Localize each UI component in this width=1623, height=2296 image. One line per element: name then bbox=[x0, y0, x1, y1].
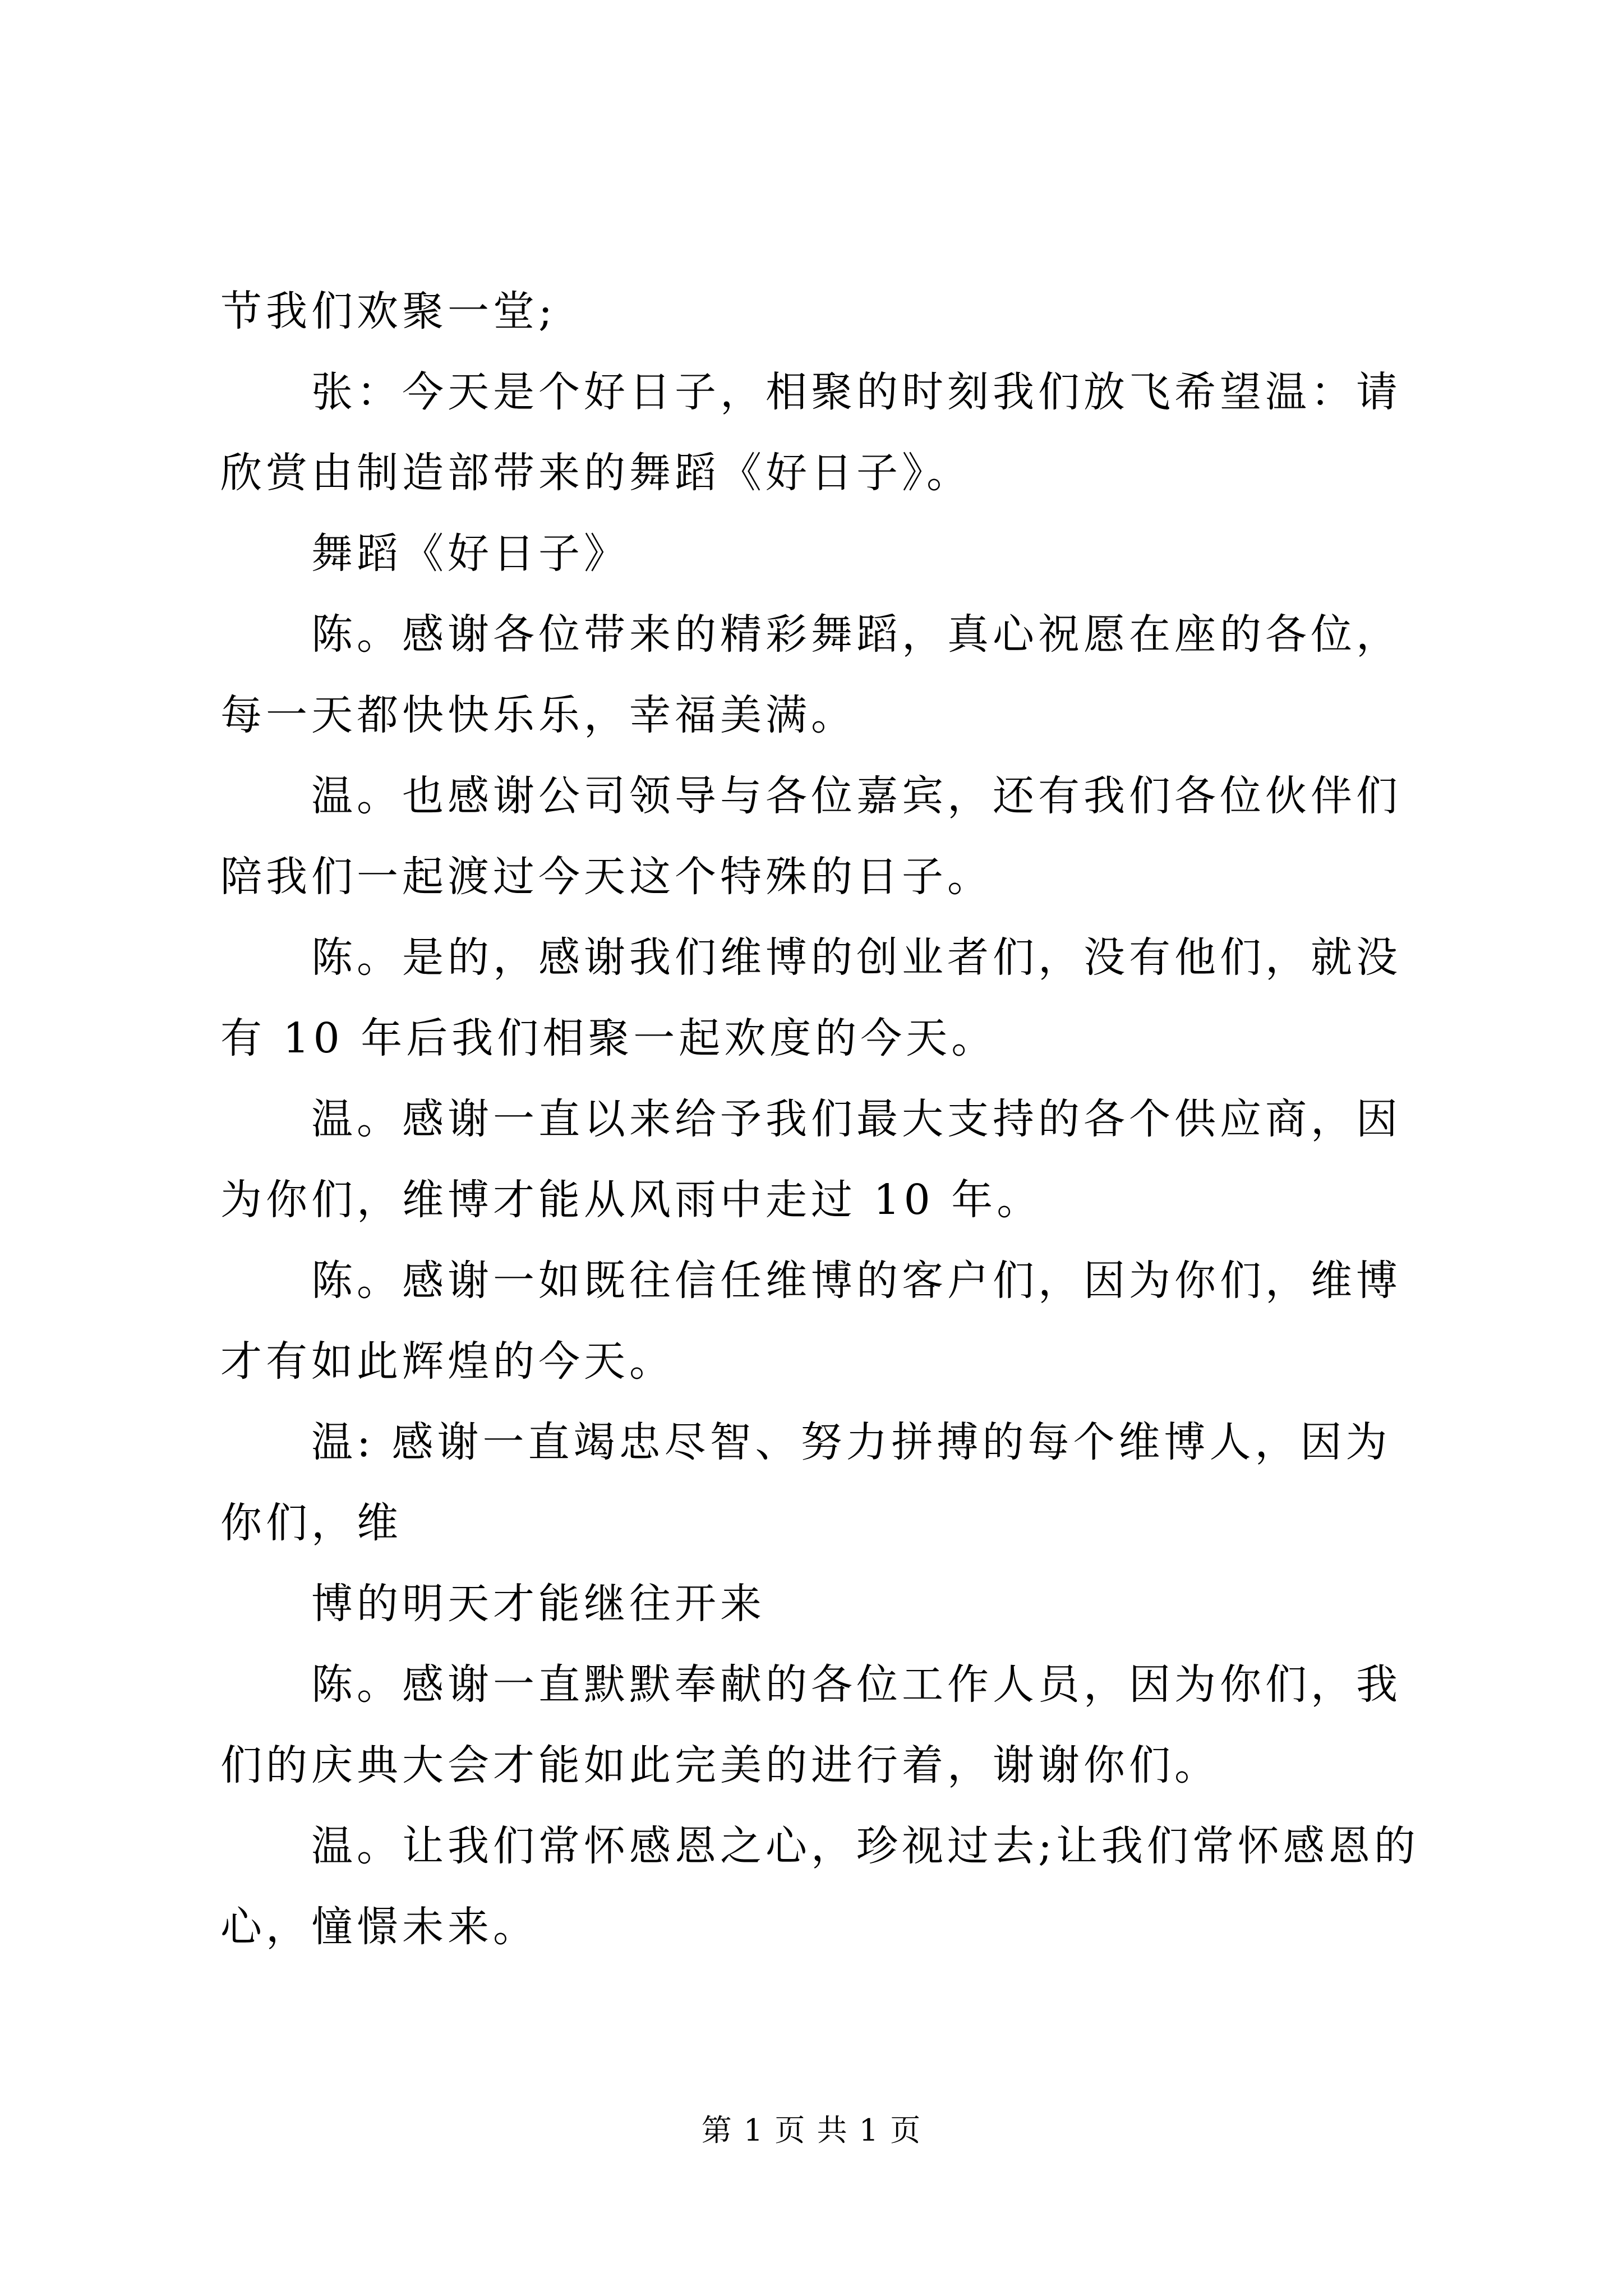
paragraph: 舞蹈《好日子》 bbox=[311, 530, 629, 578]
page-number: 第 1 页 共 1 页 bbox=[701, 2113, 922, 2148]
paragraph: 陈。感谢一直默默奉献的各位工作人员，因为你们，我们的庆典大会才能如此完美的进行着，谢谢你们。 bbox=[220, 1660, 1401, 1789]
document-body bbox=[220, 271, 1421, 1967]
paragraph: 温。也感谢公司领导与各位嘉宾，还有我们各位伙伴们陪我们一起渡过今天这个特殊的日子。 bbox=[220, 772, 1401, 901]
paragraph: 陈。感谢一如既往信任维博的客户们，因为你们，维博才有如此辉煌的今天。 bbox=[220, 1257, 1401, 1386]
paragraph: 温: 感谢一直竭忠尽智、努力拼搏的每个维博人，因为你们，维 bbox=[220, 1418, 1391, 1547]
paragraph: 节我们欢聚一堂; bbox=[220, 287, 556, 335]
paragraph: 陈。感谢各位带来的精彩舞蹈，真心祝愿在座的各位，每一天都快快乐乐，幸福美满。 bbox=[220, 610, 1401, 739]
paragraph: 温。感谢一直以来给予我们最大支持的各个供应商，因为你们，维博才能从风雨中走过 10 年。 bbox=[220, 1095, 1401, 1224]
paragraph: 博的明天才能继往开来 bbox=[311, 1580, 766, 1628]
page-footer bbox=[0, 2108, 1623, 2153]
paragraph: 陈。是的，感谢我们维博的创业者们，没有他们，就没有 10 年后我们相聚一起欢度的今天。 bbox=[220, 933, 1401, 1062]
paragraph: 温。让我们常怀感恩之心，珍视过去;让我们常怀感恩的心，憧憬未来。 bbox=[220, 1822, 1419, 1951]
paragraph: 张：今天是个好日子，相聚的时刻我们放飞希望温：请欣赏由制造部带来的舞蹈《好日子》。 bbox=[220, 368, 1401, 497]
